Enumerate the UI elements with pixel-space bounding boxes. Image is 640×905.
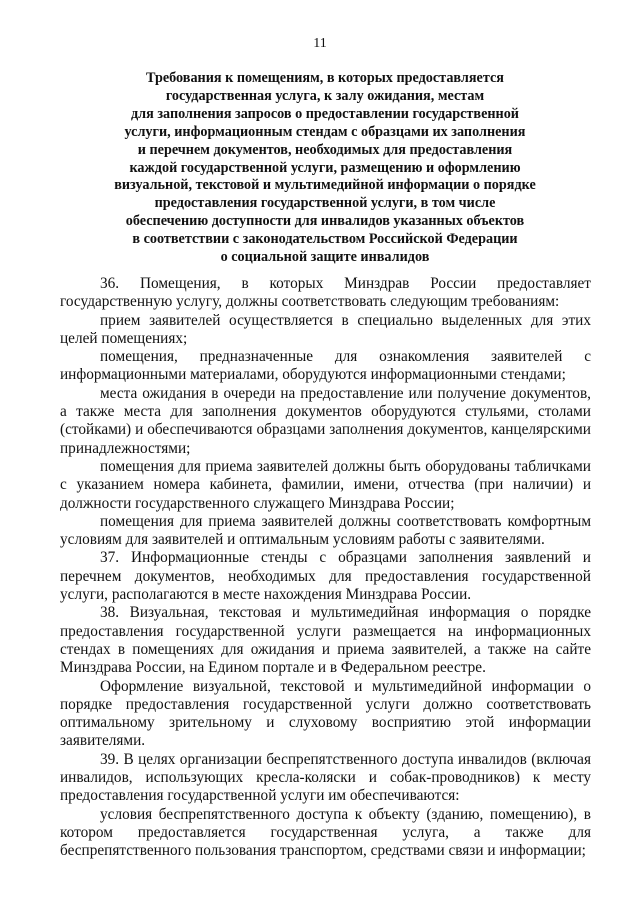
heading-line: Требования к помещениям, в которых предоставляется	[146, 70, 504, 86]
heading-line: о социальной защите инвалидов	[220, 249, 430, 266]
heading-line: государственная услуга, к залу ожидания, местам	[165, 87, 485, 104]
paragraph-design: Оформление визуальной, текстовой и мультимедийной информации о порядке предоставления государственной услуги должно соответствовать оптимальному зрительному и слуховому восприятию этой информации заявителями.	[60, 677, 591, 750]
paragraph-37: 37. Информационные стенды с образцами заполнения заявлений и перечнем документов, необходимых для предоставления государственной услуги, располагаются в месте нахождения Минздрава России.	[60, 549, 591, 604]
heading-line: обеспечению доступности для инвалидов указанных объектов	[125, 213, 525, 230]
heading-line: и перечнем документов, необходимых для предоставления	[137, 141, 513, 158]
paragraph-39: 39. В целях организации беспрепятственного доступа инвалидов (включая инвалидов, использующих кресла-коляски и собак-проводников) к месту предоставления государственной услуги им обеспечиваются:	[60, 750, 591, 805]
paragraph-signs: помещения для приема заявителей должны быть оборудованы табличками с указанием номера кабинета, фамилии, имени, отчества (при наличии) и должности государственного служащего Минздрава России;	[60, 457, 591, 512]
paragraph-access-conditions: условия беспрепятственного доступа к объекту (зданию, помещению), в котором предоставляется государственная услуга, а также для беспрепятственного пользования транспортом, средствами связи и информации;	[60, 805, 591, 860]
section-heading	[60, 70, 590, 267]
paragraph-reception: прием заявителей осуществляется в специально выделенных для этих целей помещениях;	[60, 311, 591, 347]
heading-line: в соответствии с законодательством Российской Федерации	[132, 231, 518, 248]
heading-line: для заполнения запросов о предоставлении государственной	[131, 105, 519, 122]
body-text	[60, 275, 591, 861]
paragraph-36: 36. Помещения, в которых Минздрав России предоставляет государственную услугу, должны соответствовать следующим требованиям:	[60, 275, 591, 311]
paragraph-38: 38. Визуальная, текстовая и мультимедийная информация о порядке предоставления государственной услуги размещается на информационных стендах в помещениях для ожидания и приема заявителей, а также на сайте Минздрава России, на Едином портале и в Федеральном реестре.	[60, 604, 591, 677]
page-number: 11	[313, 36, 327, 51]
heading-line: услуги, информационным стендам с образцами их заполнения	[124, 123, 526, 140]
heading-line: каждой государственной услуги, размещению и оформлению	[129, 159, 521, 176]
paragraph-comfort: помещения для приема заявителей должны соответствовать комфортным условиям для заявителей и оптимальным условиям работы с заявителями.	[60, 512, 591, 549]
heading-line: визуальной, текстовой и мультимедийной информации о порядке	[114, 177, 536, 194]
heading-line: предоставления государственной услуги, в том числе	[154, 195, 496, 212]
paragraph-info-rooms: помещения, предназначенные для ознакомления заявителей с информационными материалами, оборудуются информационными стендами;	[60, 348, 591, 384]
paragraph-waiting-places: места ожидания в очереди на предоставление или получение документов, а также места для заполнения документов оборудуются стульями, столами (стойками) и обеспечиваются образцами заполнения документов, канцелярскими принадлежностями;	[60, 384, 591, 457]
